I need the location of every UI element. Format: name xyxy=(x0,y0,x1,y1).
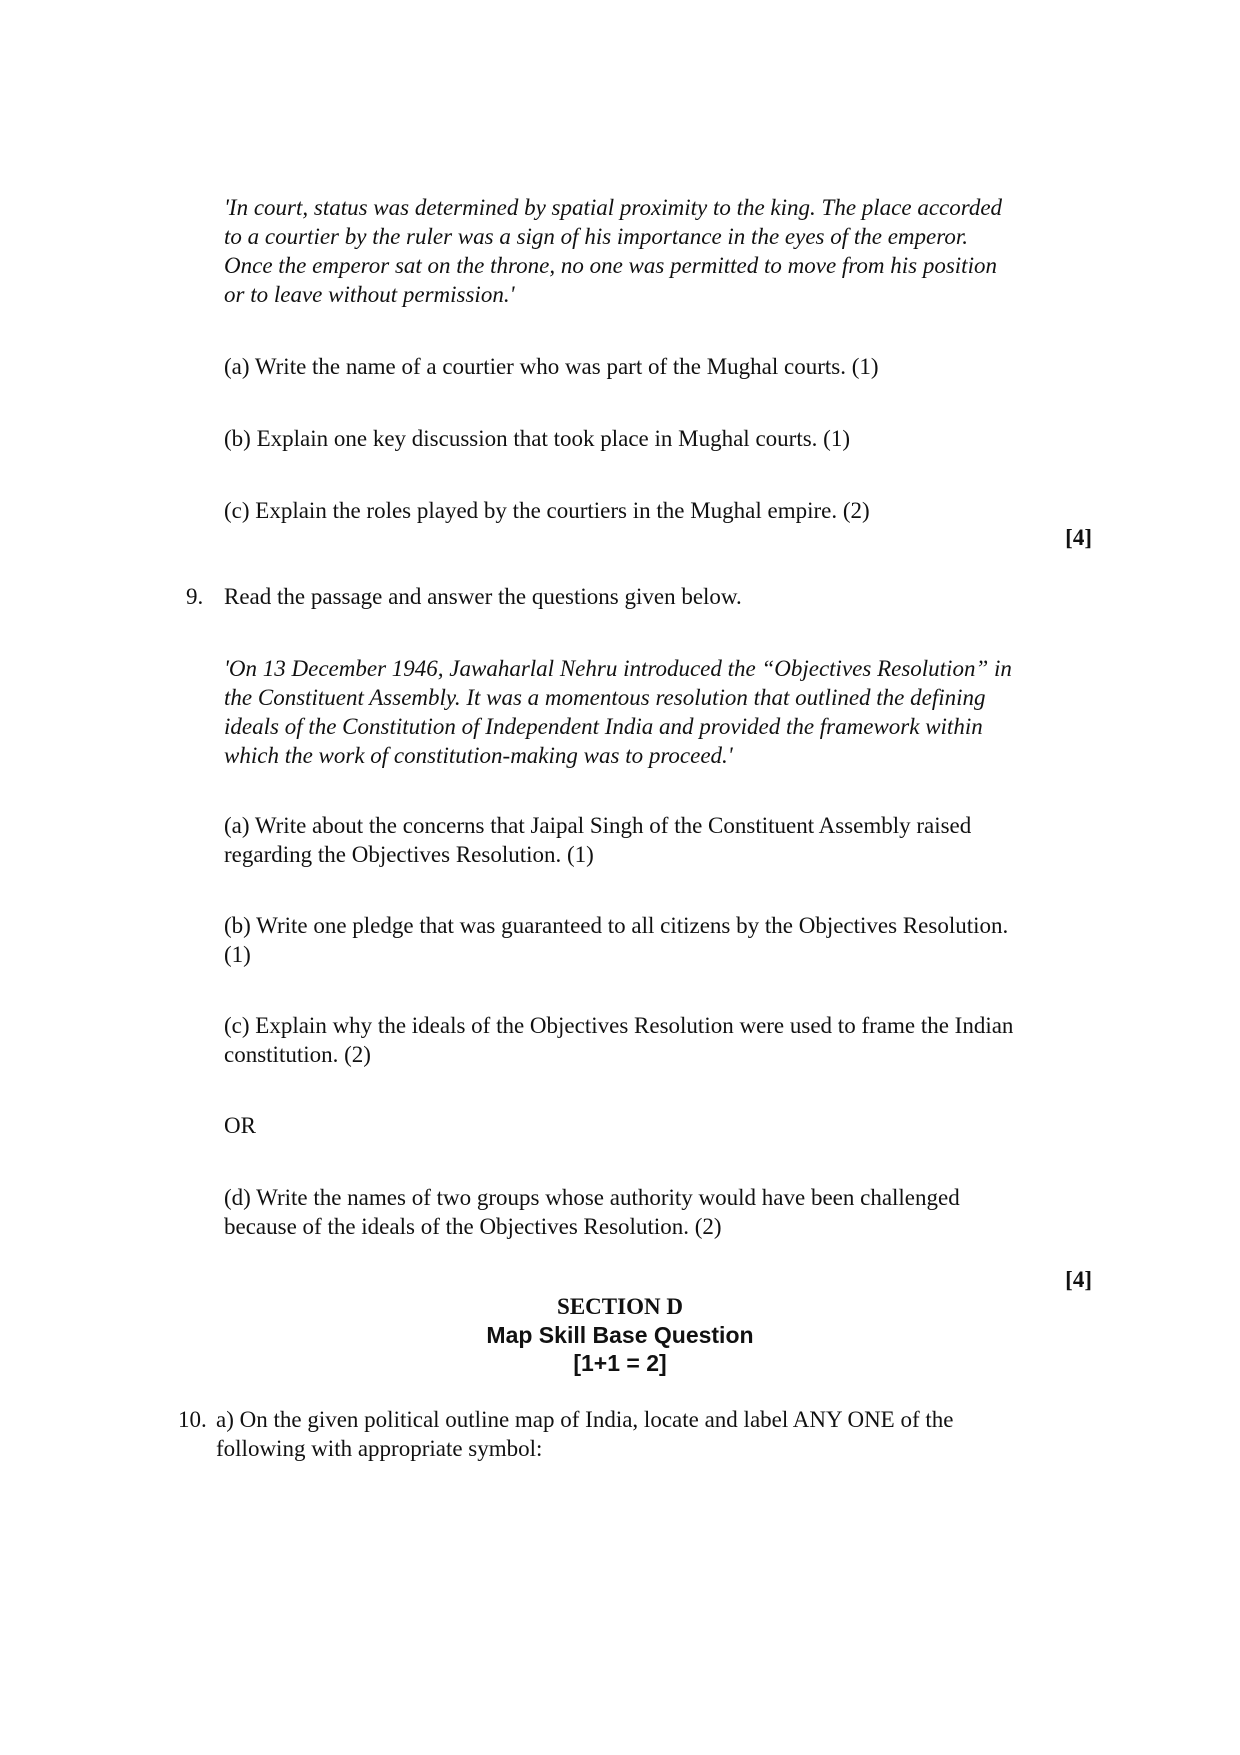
q8-marks: [4] xyxy=(1065,525,1092,550)
q9-passage-line-3: ideals of the Constitution of Independent India and provided the framework within xyxy=(224,714,983,739)
q10-line-1: a) On the given political outline map of India, locate and label ANY ONE of the xyxy=(216,1407,954,1432)
q9-number: 9. xyxy=(186,584,204,609)
q9-question-b-line-1: (b) Write one pledge that was guaranteed to all citizens by the Objectives Resolution. xyxy=(224,913,1009,938)
q9-passage-line-4: which the work of constitution-making was to proceed.' xyxy=(224,743,733,768)
q9-question-d-line-1: (d) Write the names of two groups whose authority would have been challenged xyxy=(224,1185,960,1210)
q8-passage-line-4: or to leave without permission.' xyxy=(224,282,515,307)
q9-question-a-line-1: (a) Write about the concerns that Jaipal Singh of the Constituent Assembly raised xyxy=(224,813,972,838)
q9-passage-line-2: the Constituent Assembly. It was a momentous resolution that outlined the defining xyxy=(224,685,986,710)
section-d-subtitle: Map Skill Base Question xyxy=(486,1322,754,1348)
q8-question-a: (a) Write the name of a courtier who was part of the Mughal courts. (1) xyxy=(224,354,879,379)
q9-question-c-line-1: (c) Explain why the ideals of the Objectives Resolution were used to frame the Indian xyxy=(224,1013,1014,1038)
q8-question-c: (c) Explain the roles played by the courtiers in the Mughal empire. (2) xyxy=(224,498,870,523)
q9-passage-line-1: 'On 13 December 1946, Jawaharlal Nehru introduced the “Objectives Resolution” in xyxy=(224,656,1012,681)
q9-question-c-line-2: constitution. (2) xyxy=(224,1042,371,1067)
q9-question-b-line-2: (1) xyxy=(224,942,251,967)
q10-line-2: following with appropriate symbol: xyxy=(216,1436,543,1461)
q8-passage-line-1: 'In court, status was determined by spatial proximity to the king. The place accorded xyxy=(224,195,1003,220)
section-d-title: SECTION D xyxy=(557,1294,683,1319)
q8-passage-line-3: Once the emperor sat on the throne, no one was permitted to move from his position xyxy=(224,253,997,278)
q9-question-a-line-2: regarding the Objectives Resolution. (1) xyxy=(224,842,594,867)
q9-marks: [4] xyxy=(1065,1267,1092,1292)
section-d-marks: [1+1 = 2] xyxy=(573,1350,667,1376)
q9-intro: Read the passage and answer the questions given below. xyxy=(224,584,742,609)
q10-number: 10. xyxy=(178,1407,207,1432)
q8-question-b: (b) Explain one key discussion that took place in Mughal courts. (1) xyxy=(224,426,850,451)
q8-passage-line-2: to a courtier by the ruler was a sign of his importance in the eyes of the emperor. xyxy=(224,224,968,249)
q9-or: OR xyxy=(224,1113,256,1138)
q9-question-d-line-2: because of the ideals of the Objectives Resolution. (2) xyxy=(224,1214,722,1239)
